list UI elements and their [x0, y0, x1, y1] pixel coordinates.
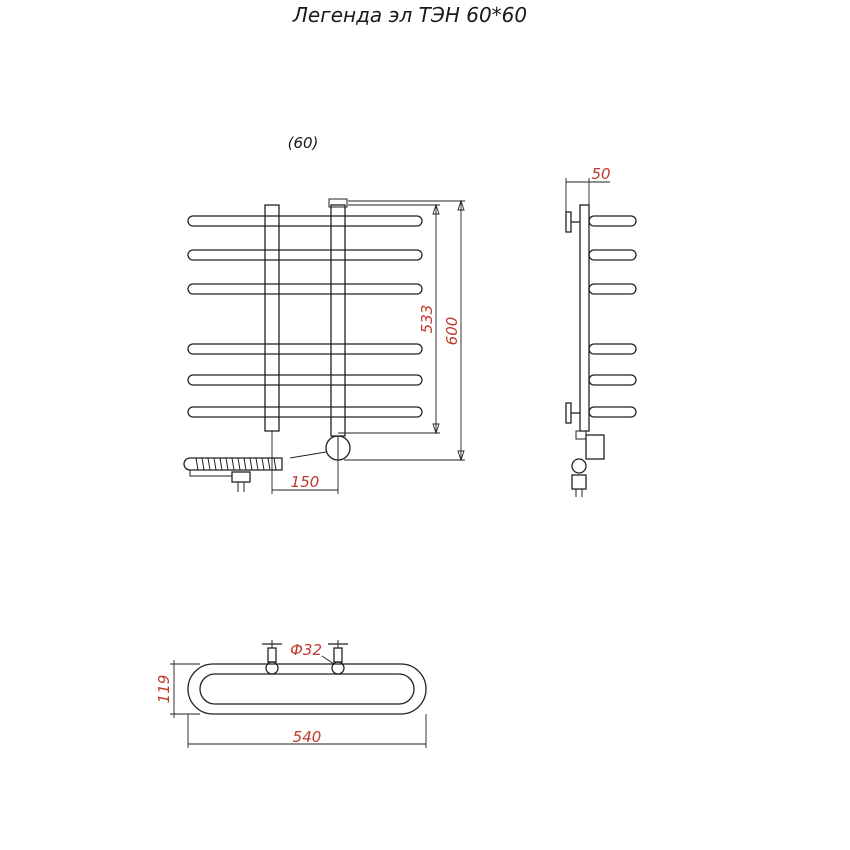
dim-cable-offset: 150 — [290, 473, 320, 491]
dim-depth: 119 — [155, 674, 173, 704]
front-dimensions — [272, 201, 465, 494]
plug-icon — [232, 472, 250, 492]
front-view — [184, 199, 422, 492]
drawing-title: Легенда эл ТЭН 60*60 — [292, 3, 528, 27]
dim-side-depth: 50 — [591, 165, 611, 183]
variant-note: (60) — [287, 134, 319, 152]
side-rails — [589, 216, 636, 417]
dim-inner-height: 533 — [418, 304, 436, 334]
side-plug-icon — [572, 475, 586, 497]
side-view — [566, 205, 636, 497]
vertical-collectors — [265, 199, 347, 436]
wall-brackets — [262, 216, 348, 417]
side-wall-mounts — [566, 212, 580, 423]
dim-total-height: 600 — [443, 316, 461, 346]
side-heater-block — [572, 431, 604, 473]
horizontal-rails — [188, 216, 422, 417]
side-dimensions — [566, 178, 610, 212]
dim-width: 540 — [292, 728, 322, 746]
heating-element-housing — [326, 436, 350, 460]
dim-pipe-diameter: Ф32 — [290, 641, 322, 659]
